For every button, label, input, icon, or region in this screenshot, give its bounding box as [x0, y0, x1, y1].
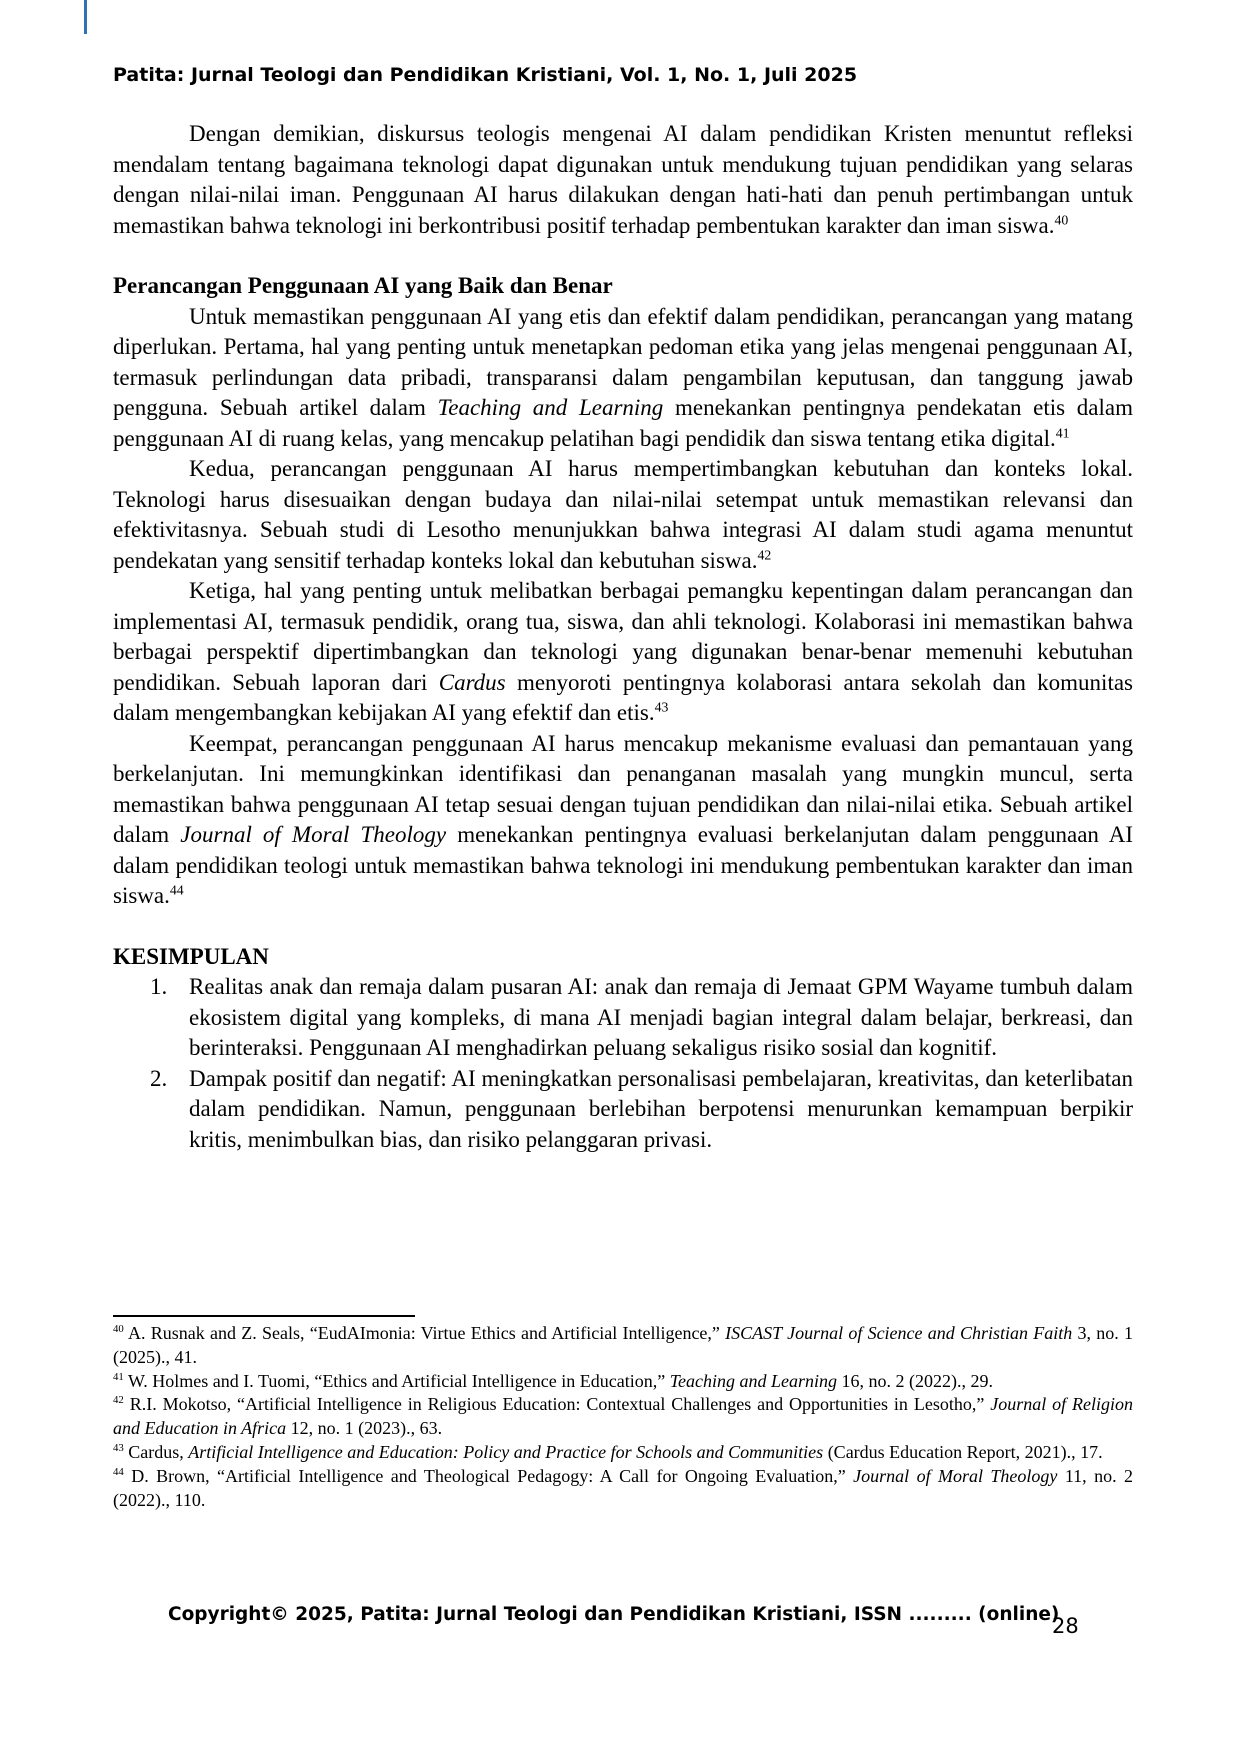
footnote-number: 40: [113, 1323, 124, 1335]
margin-edge-mark: [84, 0, 87, 34]
journal-title: Teaching and Learning: [437, 395, 664, 420]
list-item: [113, 1064, 1133, 1156]
paragraph-text: menyoroti pentingnya kolaborasi antara sekolah dan komunitas dalam mengembangkan kebijakan AI yang efektif dan etis.: [113, 669, 1133, 725]
footnote-ref[interactable]: 40: [1054, 211, 1069, 227]
footnote: [113, 1370, 1133, 1394]
article-body: [113, 119, 1133, 1155]
section-heading: Perancangan Penggunaan AI yang Baik dan Benar: [113, 273, 613, 298]
footnote-journal: Journal of Religion and Education in Africa: [113, 1394, 1133, 1439]
footnote-number: 43: [113, 1441, 124, 1454]
footnote-text: R.I. Mokotso, “Artificial Intelligence in Religious Education: Contextual Challenges and Opportunities in Lesotho,”: [123, 1394, 991, 1415]
paragraph-text: menekankan pentingnya evaluasi berkelanjutan dalam penggunaan AI dalam pendidikan teologi untuk memastikan bahwa teknologi ini mendukung pembentukan karakter dan iman siswa.: [113, 822, 1133, 908]
journal-title: Journal of Moral Theology: [180, 822, 447, 847]
paragraph: [113, 576, 1133, 729]
paragraph-text: Dengan demikian, diskursus teologis mengenai AI dalam pendidikan Kristen menuntut refleksi mendalam tentang bagaimana teknologi dapat digunakan untuk mendukung tujuan pendidikan yang selaras dengan nilai-nilai iman. Penggunaan AI harus dilakukan dengan hati-hati dan penuh pertimbangan untuk memastikan bahwa teknologi ini berkontribusi positif terhadap pembentukan karakter dan iman siswa.: [113, 121, 1133, 238]
footnote-text: A. Rusnak and Z. Seals, “EudAImonia: Virtue Ethics and Artificial Intelligence,”: [123, 1323, 726, 1343]
paragraph: [113, 302, 1133, 455]
footnote-ref[interactable]: 44: [169, 882, 184, 898]
page-number: 28: [1052, 1614, 1079, 1638]
footnote: [113, 1322, 1133, 1370]
paragraph: [113, 454, 1133, 576]
paragraph-text: Keempat, perancangan penggunaan AI harus mencakup mekanisme evaluasi dan pemantauan yang berkelanjutan. Ini memungkinkan identifikasi dan penanganan masalah yang mungkin muncul, serta memastikan bahwa penggunaan AI tetap sesuai dengan tujuan pendidikan dan nilai-nilai etika. Sebuah artikel dalam: [113, 730, 1133, 847]
footnote-journal: ISCAST Journal of Science and Christian Faith: [725, 1323, 1073, 1343]
conclusion-list: [113, 972, 1133, 1155]
intro-paragraph: [113, 119, 1133, 241]
list-text: Realitas anak dan remaja dalam pusaran AI: anak dan remaja di Jemaat GPM Wayame tumbuh dalam ekosistem digital yang kompleks, di mana AI menjadi bagian integral dalam belajar, berkreasi, dan berinteraksi. Penggunaan AI menghadirkan peluang sekaligus risiko sosial dan kognitif.: [189, 974, 1133, 1060]
footnote: [113, 1441, 1133, 1465]
list-text: Dampak positif dan negatif: AI meningkatkan personalisasi pembelajaran, kreativitas, dan keterlibatan dalam pendidikan. Namun, penggunaan berlebihan berpotensi menurunkan kemampuan berpikir kritis, menimbulkan bias, dan risiko pelanggaran privasi.: [189, 1065, 1133, 1152]
running-head: Patita: Jurnal Teologi dan Pendidikan Kristiani, Vol. 1, No. 1, Juli 2025: [113, 64, 858, 86]
paragraph-text: Kedua, perancangan penggunaan AI harus mempertimbangkan kebutuhan dan konteks lokal. Teknologi harus disesuaikan dengan budaya dan nilai-nilai setempat untuk memastikan relevansi dan efektivitasnya. Sebuah studi di Lesotho menunjukkan bahwa integrasi AI dalam studi agama menuntut pendekatan yang sensitif terhadap konteks lokal dan kebutuhan siswa.: [113, 456, 1133, 573]
list-item: [113, 972, 1133, 1064]
footnote-number: 41: [113, 1370, 124, 1383]
footnotes: [113, 1322, 1133, 1512]
paragraph-text: Ketiga, hal yang penting untuk melibatkan berbagai pemangku kepentingan dalam perancangan dan implementasi AI, termasuk pendidik, orang tua, siswa, dan ahli teknologi. Kolaborasi ini memastikan bahwa berbagai perspektif dipertimbangkan dan teknologi yang digunakan benar-benar memenuhi kebutuhan pendidikan. Sebuah laporan dari: [113, 578, 1133, 695]
footnote-separator: [113, 1315, 415, 1317]
paragraph-text: menekankan pentingnya pendekatan etis dalam penggunaan AI di ruang kelas, yang mencakup pelatihan bagi pendidik dan siswa tentang etika digital.: [113, 395, 1133, 451]
footnote-text: D. Brown, “Artificial Intelligence and Theological Pedagogy: A Call for Ongoing Evaluation,”: [123, 1465, 854, 1486]
footnote: [113, 1393, 1133, 1441]
conclusion-heading: KESIMPULAN: [113, 943, 269, 969]
report-source: Cardus: [438, 669, 506, 695]
list-number: 2.: [150, 1065, 168, 1091]
footnote-text: 3, no. 1 (2025)., 41.: [113, 1323, 1134, 1367]
footnote-ref[interactable]: 43: [654, 699, 669, 715]
footnote-ref[interactable]: 42: [757, 546, 772, 562]
paragraph-text: Untuk memastikan penggunaan AI yang etis dan efektif dalam pendidikan, perancangan yang matang diperlukan. Pertama, hal yang penting untuk menetapkan pedoman etika yang jelas mengenai penggunaan AI, termasuk perlindungan data pribadi, transparansi dalam pengambilan keputusan, dan tanggung jawab pengguna. Sebuah artikel dalam: [113, 303, 1133, 420]
footnote-text: 12, no. 1 (2023)., 63.: [286, 1418, 443, 1439]
footnote-journal: Teaching and Learning: [669, 1370, 838, 1391]
footnote-ref[interactable]: 41: [1055, 424, 1070, 440]
footnote-text: (Cardus Education Report, 2021)., 17.: [823, 1441, 1103, 1462]
footnote: [113, 1465, 1133, 1513]
footnote-text: W. Holmes and I. Tuomi, “Ethics and Artificial Intelligence in Education,”: [123, 1370, 670, 1391]
footnote-text: 11, no. 2 (2022)., 110.: [113, 1465, 1133, 1510]
list-number: 1.: [150, 974, 168, 999]
footnote-journal: Journal of Moral Theology: [853, 1465, 1058, 1486]
footnote-text: Cardus,: [123, 1441, 189, 1462]
footnote-text: 16, no. 2 (2022)., 29.: [837, 1370, 994, 1391]
footnote-number: 42: [113, 1394, 124, 1407]
footnote-journal: Artificial Intelligence and Education: Policy and Practice for Schools and Communities: [188, 1441, 824, 1462]
paragraph: [113, 729, 1133, 912]
copyright-footer: Copyright© 2025, Patita: Jurnal Teologi dan Pendidikan Kristiani, ISSN ......... (online): [168, 1604, 1060, 1625]
footnote-number: 44: [113, 1465, 124, 1478]
